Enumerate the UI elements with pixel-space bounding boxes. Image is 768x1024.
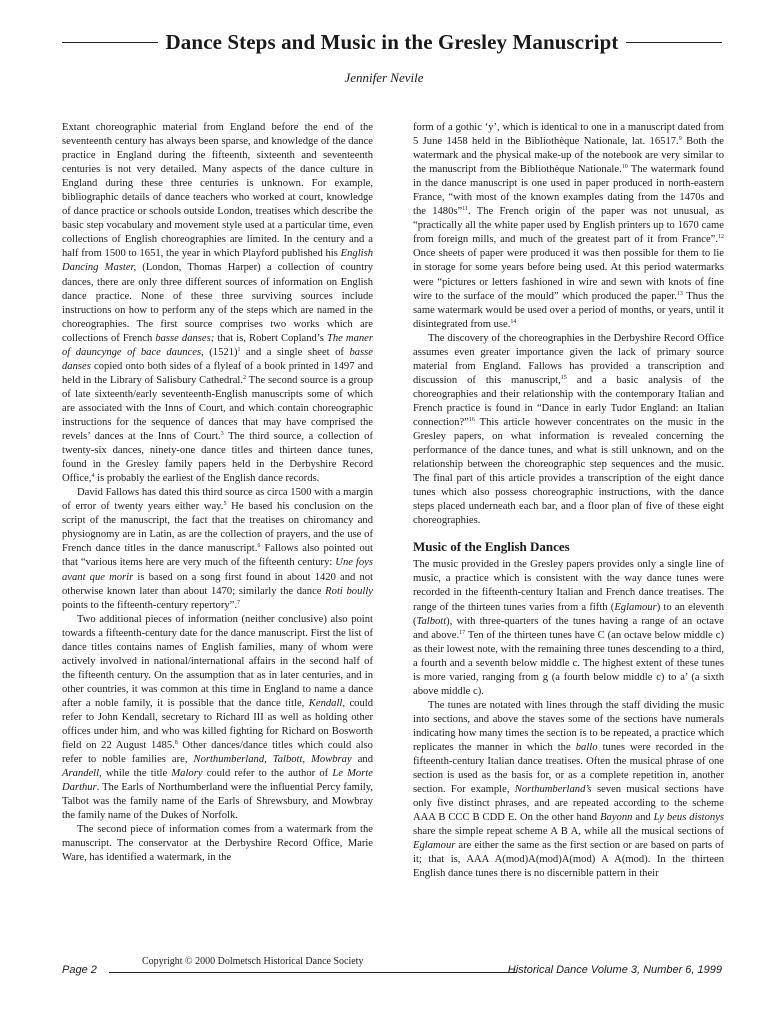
footer-rule xyxy=(109,972,517,973)
paragraph: form of a gothic ‘y’, which is identical to one in a manuscript dated from 5 June 1458 held in the Bibliothèque Nationale, lat. 16517.$^9$ Both the watermark and the physical make-up of the notebook are very similar to the manuscript from the Bibliothèque Nationale.$^{10}$ The watermark found in the dance manuscript is one used in paper produced in north-eastern France, “with most of the known examples dating from the 1470s and the 1480s”$^{11}$. The French origin of the paper was not unusual, as “practically all the white paper used by English printers up to 1670 came from foreign mills, and much of the greatest part of it from France”.$^{12}$ Once sheets of paper were produced it was then possible for them to lie in storage for some years before being used. At this period watermarks were “pictures or letters fashioned in wire and sewn with knots of fine wire to the surface of the mould” which produced the paper.$^{13}$ Thus the same watermark would be used over a period of months, or years, until it disintegrated from use.$^{14}$ xyxy=(413,122,724,330)
paragraph: The music provided in the Gresley papers provides only a single line of music, a practice which is consistent with the way dance tunes were recorded in the fifteenth-century Italian and French dance treatises. The range of the thirteen tunes varies from a fifth (Eglamour) to an eleventh (Talbott), with three-quarters of the tunes having a range of an octave and above.$^{17}$ Ten of the thirteen tunes have C (an octave below middle c) as their lowest note, with the remaining three tunes descending to a third, a fourth and a seventh below middle c. The highest extent of these tunes is more varied, ranging from g (a fourth below middle c) to a’ (a sixth above middle c). xyxy=(413,559,724,697)
page-footer xyxy=(62,958,722,982)
title-rule-right xyxy=(626,42,722,43)
section-heading: Music of the English Dances xyxy=(413,539,570,555)
article-title: Dance Steps and Music in the Gresley Manuscript xyxy=(165,30,619,54)
column-right xyxy=(413,121,724,881)
journal-citation: Historical Dance Volume 3, Number 6, 1999 xyxy=(507,964,722,976)
column-left xyxy=(62,121,373,865)
title-row xyxy=(62,30,722,55)
author-name: Jennifer Nevile xyxy=(344,70,424,85)
paragraph: Two additional pieces of information (neither conclusive) also point towards a fifteenth-century date for the dance manuscript. First the list of dance titles contains names of English families, many of whom were actively involved in national/international affairs in the second half of the fifteenth century. On the assumption that as in later centuries, and in other countries, it was common at this time in England to name a dance after a noble family, it is possible that the dance title, Kendall, could refer to John Kendall, secretary to Richard III as well as holding other offices under him, and who was killed fighting for Richard on Bosworth field on 22 August 1485.$^8$ Other dances/dance titles which could also refer to noble families are, Northumberland, Talbott, Mowbray and Arandell, while the title Malory could refer to the author of Le Morte Darthur. The Earls of Northumberland were the influential Percy family, Talbot was the family name of the Earls of Shrewsbury, and Mowbray the family name of the Dukes of Norfolk. xyxy=(62,613,374,822)
paragraph: Extant choreographic material from England before the end of the seventeenth century has always been sparse, and knowledge of the dance practice in England during the fifteenth, sixteenth and seventeenth centuries is not very detailed. Many aspects of the dance culture in England during these three centuries is unknown. For example, bibliographic details of dance teachers who worked at court, knowledge of dance practice or schools outside London, treatises which describe the basic step vocabulary and movement style used at a particular time, even collections of English choreographies are limited. In the century and a half from 1500 to 1651, the year in which Playford published his English Dancing Master, (London, Thomas Harper) a collection of country dances, there are only three different sources of information on English dance practice. None of these three surviving sources include instructions on how to perform any of the steps which are named in the choreographies. The first source comprises two works which are collections of French basse danses; that is, Robert Copland’s The maner of dauncynge of bace daunces, $(1521)^1$ and a single sheet of basse danses copied onto both sides of a flyleaf of a book printed in 1497 and held in the Library of Salisbury Cathedral.$^2$ The second source is a group of late sixteenth/early seventeenth-English manuscripts some of which are associated with the Inns of Court, and which contain choreographic instructions for the sequence of dances that may have comprised the revels’ dances at the Inns of Court.$^3$ The third source, a collection of twenty-six dances, ninety-one dance titles and thirteen dance tunes, found in the Gresley family papers held in the Derbyshire Record Office,$^4$ is probably the earliest of the English dance records. xyxy=(62,122,373,485)
paragraph: The discovery of the choreographies in the Derbyshire Record Office assumes even greater importance given the lack of primary source material from England. Fallows has provided a transcription and discussion of this manuscript,$^{15}$ and a basic analysis of the choreographies and their relationship with the contemporary Italian and French practice is found in “Dance in early Tudor England: an Italian connection?”$^{16}$ This article however concentrates on the music in the Gresley papers, on what information is revealed concerning the performance of the dance tunes, and what is still unknown, and on the relationship between the choreographic step sequences and the music. The final part of this article provides a transcription of the eight dance tunes which also possess choreographic instructions, with the dance steps placed underneath each bar, and a floor plan of five of these eight choreographies. xyxy=(413,332,724,527)
copyright-notice: Copyright © 2000 Dolmetsch Historical Dance Society xyxy=(142,956,364,967)
paragraph: The tunes are notated with lines through the staff dividing the music into sections, and above the staves some of the sections have numerals indicating how many times the section is to be repeated, a practice which replicates the manner in which the ballo tunes were recorded in the fifteenth-century Italian dance treatises. Often the musical phrase of one section is used as the basis for, or as a complete repetition in, another section. For example, Northumberland’s seven musical sections have only five distinct phrases, and are repeated according to the scheme AAA B CCC B CDD E. On the other hand Bayonn and Ly beus distonys share the simple repeat scheme A B A, while all the musical sections of Eglamour are either the same as the first section or are based on parts of it; that is, AAA A(mod)A(mod)A(mod) A A(mod). In the thirteen English dance tunes there is no discernible pattern in their xyxy=(413,699,725,880)
title-rule-left xyxy=(62,42,158,43)
paragraph: The second piece of information comes from a watermark from the manuscript. The conservator at the Derbyshire Record Office, Marie Ware, has identified a watermark, in the xyxy=(62,824,373,864)
page-number: Page 2 xyxy=(62,964,97,976)
paragraph: David Fallows has dated this third source as circa 1500 with a margin of error of twenty years either way.$^5$ He based his conclusion on the script of the manuscript, the fact that the treatises on chiromancy and physiognomy are in Latin, as are the collection of prayers, and the use of French dance titles in the dance manuscript.$^6$ Fallows also pointed out that “various items here are very much of the fifteenth century: Une foys avant que morir is based on a song first found in about 1420 and not otherwise known later than about 1470; similarly the dance Roti boully points to the fifteenth-century repertory”.$^7$ xyxy=(62,487,373,611)
